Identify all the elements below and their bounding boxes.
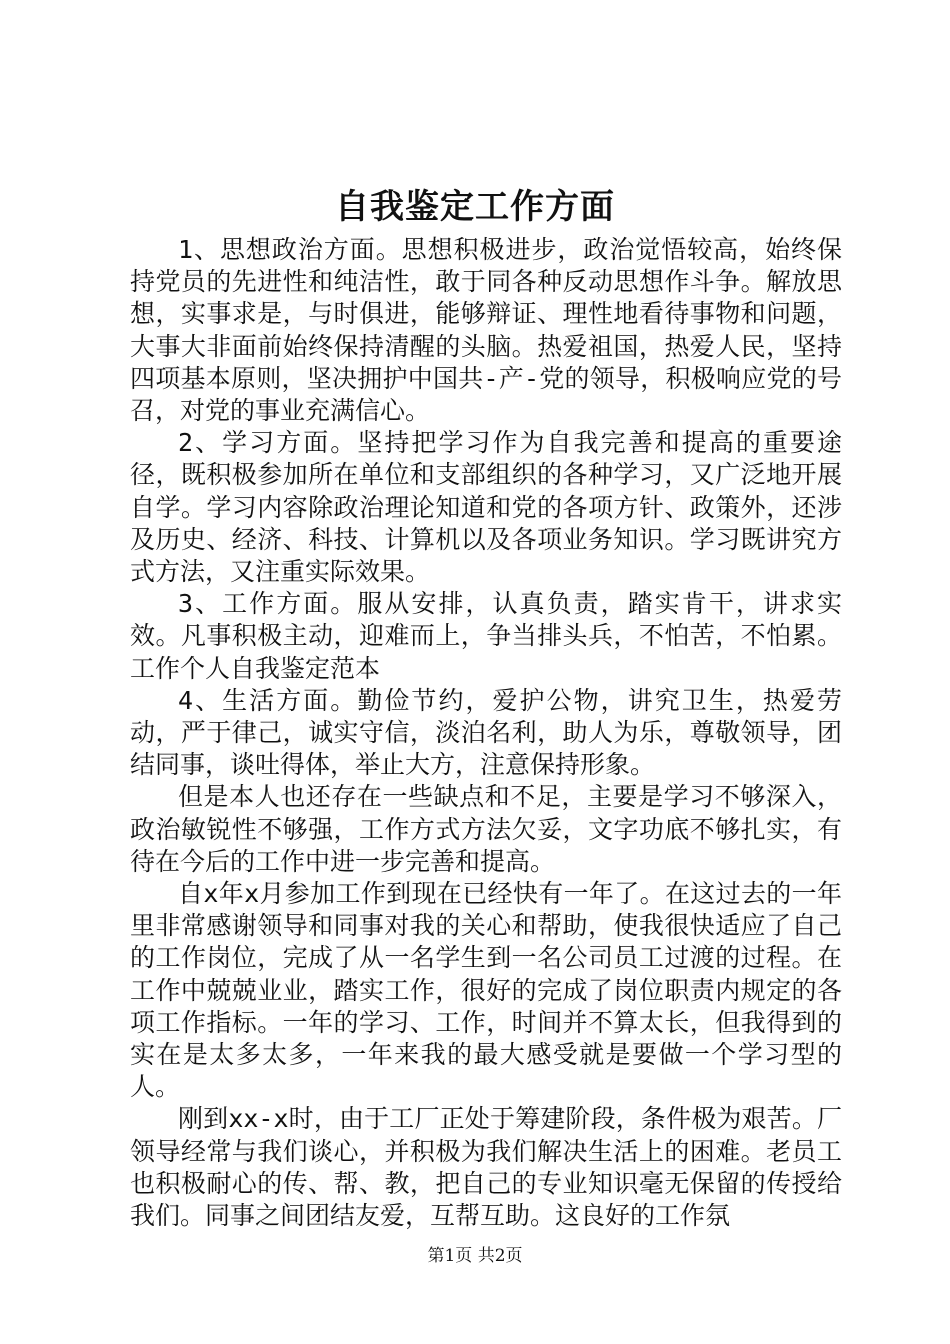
page-number: 第1页 共2页 xyxy=(427,1246,523,1266)
paragraph-political: 1、思想政治方面。思想积极进步，政治觉悟较高，始终保持党员的先进性和纯洁性，敢于同各种反动思想作斗争。解放思想，实事求是，与时俱进，能够辩证、理性地看待事物和问题，大事大非面前始终保持清醒的头脑。热爱祖国，热爱人民，坚持四项基本原则，坚决拥护中国共-产-党的领导，积极响应党的号召，对党的事业充满信心。 xyxy=(130,235,842,426)
paragraph-first-year: 自x年x月参加工作到现在已经快有一年了。在这过去的一年里非常感谢领导和同事对我的关心和帮助，使我很快适应了自己的工作岗位，完成了从一名学生到一名公司员工过渡的过程。在工作中兢兢业业，踏实工作，很好的完成了岗位职责内规定的各项工作指标。一年的学习、工作，时间并不算太长，但我得到的实在是太多太多，一年来我的最大感受就是要做一个学习型的人。 xyxy=(130,879,842,1102)
paragraph-life: 4、生活方面。勤俭节约，爱护公物，讲究卫生，热爱劳动，严于律己，诚实守信，淡泊名利，助人为乐，尊敬领导，团结同事，谈吐得体，举止大方，注意保持形象。 xyxy=(130,685,842,780)
paragraph-arrival: 刚到xx-x时，由于工厂正处于筹建阶段，条件极为艰苦。厂领导经常与我们谈心，并积极为我们解决生活上的困难。老员工也积极耐心的传、帮、教，把自己的专业知识毫无保留的传授给我们。同事之间团结友爱，互帮互助。这良好的工作氛 xyxy=(130,1104,842,1231)
paragraph-shortcomings: 但是本人也还存在一些缺点和不足，主要是学习不够深入，政治敏锐性不够强，工作方式方法欠妥，文字功底不够扎实，有待在今后的工作中进一步完善和提高。 xyxy=(130,782,842,876)
document-body xyxy=(130,234,842,1232)
paragraph-work: 3、工作方面。服从安排，认真负责，踏实肯干，讲求实效。凡事积极主动，迎难而上，争当排头兵，不怕苦，不怕累。工作个人自我鉴定范本 xyxy=(130,589,842,683)
paragraph-study: 2、学习方面。坚持把学习作为自我完善和提高的重要途径，既积极参加所在单位和支部组织的各种学习，又广泛地开展自学。学习内容除政治理论知道和党的各项方针、政策外，还涉及历史、经济、科技、计算机以及各项业务知识。学习既讲究方式方法，又注重实际效果。 xyxy=(130,428,842,587)
document-title: 自我鉴定工作方面 xyxy=(335,187,615,227)
